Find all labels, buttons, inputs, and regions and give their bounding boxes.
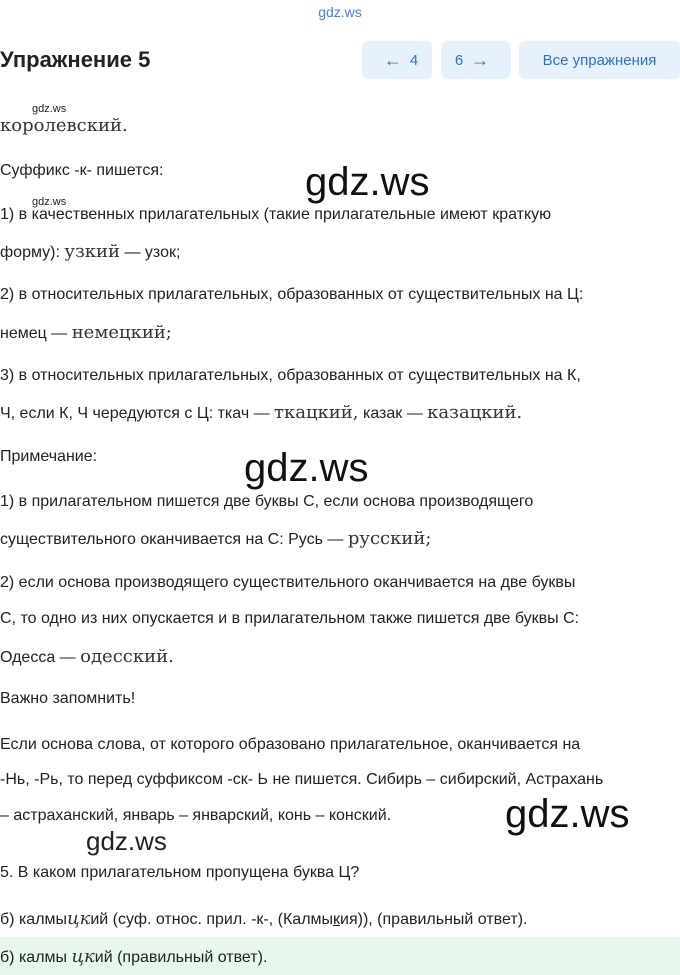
text-fragment: форму):: [0, 244, 65, 261]
handwritten-word: немецкий;: [71, 322, 172, 343]
handwritten-suffix: цк: [67, 908, 91, 929]
handwritten-suffix: цк: [71, 946, 95, 967]
watermark: gdz.ws: [305, 160, 430, 204]
next-exercise-label: 6: [454, 51, 464, 69]
text-line: Примечание:: [0, 448, 98, 465]
handwritten-word: ткацкий,: [274, 402, 359, 423]
arrow-right-icon: →: [471, 49, 490, 70]
text-line: [0, 528, 431, 549]
text-line: [0, 322, 172, 343]
text-line: 1) в качественных прилагательных (такие прилагательные имеют краткую: [0, 206, 552, 223]
text-fragment: ия)), (правильный ответ).: [340, 911, 528, 928]
text-fragment: Ч, если К, Ч чередуются с Ц: ткач —: [0, 405, 275, 422]
text-fragment: б) калмы: [0, 911, 68, 928]
text-line: С, то одно из них опускается и в прилагательном также пишется две буквы С:: [0, 610, 580, 627]
text-line: -Нь, -Рь, то перед суффиксом -ск- Ь не пишется. Сибирь – сибирский, Астрахань: [0, 771, 604, 788]
prev-exercise-button[interactable]: [362, 41, 432, 79]
watermark: gdz.ws: [505, 792, 630, 836]
text-line: Суффикс -к- пишется:: [0, 162, 164, 179]
answer-line: [0, 946, 267, 967]
watermark: gdz.ws: [244, 446, 369, 490]
text-line: 5. В каком прилагательном пропущена буква Ц?: [0, 864, 360, 881]
handwritten-word: казацкий.: [427, 402, 523, 423]
text-fragment: — узок;: [120, 244, 181, 261]
site-brand[interactable]: gdz.ws: [318, 4, 362, 20]
watermark: gdz.ws: [32, 103, 67, 115]
text-fragment: казак —: [358, 405, 428, 422]
text-line: [0, 402, 522, 423]
arrow-left-icon: ←: [383, 49, 402, 70]
text-fragment: б) калмы: [0, 949, 72, 966]
text-line: 2) если основа производящего существительного оканчивается на две буквы: [0, 574, 576, 591]
watermark: gdz.ws: [32, 196, 67, 208]
handwritten-word: узкий: [64, 241, 121, 262]
text-fragment: ий (правильный ответ).: [94, 949, 268, 966]
text-line: [0, 646, 174, 667]
text-line: Важно запомнить!: [0, 690, 136, 707]
text-fragment: немец —: [0, 325, 72, 342]
watermark: gdz.ws: [86, 826, 167, 856]
text-line: [0, 241, 180, 262]
next-exercise-button[interactable]: [441, 41, 511, 79]
text-fragment: существительного оканчивается на С: Русь —: [0, 531, 348, 548]
text-line: – астраханский, январь – январский, конь – конский.: [0, 807, 392, 824]
handwritten-suffix: к: [333, 911, 341, 928]
text-line: [0, 908, 527, 929]
prev-exercise-label: 4: [409, 51, 419, 69]
handwritten-word: русский;: [347, 528, 432, 549]
text-line: королевский.: [0, 115, 128, 136]
text-line: Если основа слова, от которого образовано прилагательное, оканчивается на: [0, 736, 581, 753]
text-fragment: ий (суф. относ. прил. -к-, (Калмы: [90, 911, 334, 928]
page-title: Упражнение 5: [0, 47, 151, 72]
text-line: 2) в относительных прилагательных, образованных от существительных на Ц:: [0, 286, 584, 303]
all-exercises-button[interactable]: Все упражнения: [519, 41, 680, 79]
text-line: 3) в относительных прилагательных, образованных от существительных на К,: [0, 367, 581, 384]
text-line: 1) в прилагательном пишется две буквы С, если основа производящего: [0, 493, 534, 510]
text-fragment: Одесса —: [0, 649, 81, 666]
handwritten-word: одесский.: [80, 646, 174, 667]
